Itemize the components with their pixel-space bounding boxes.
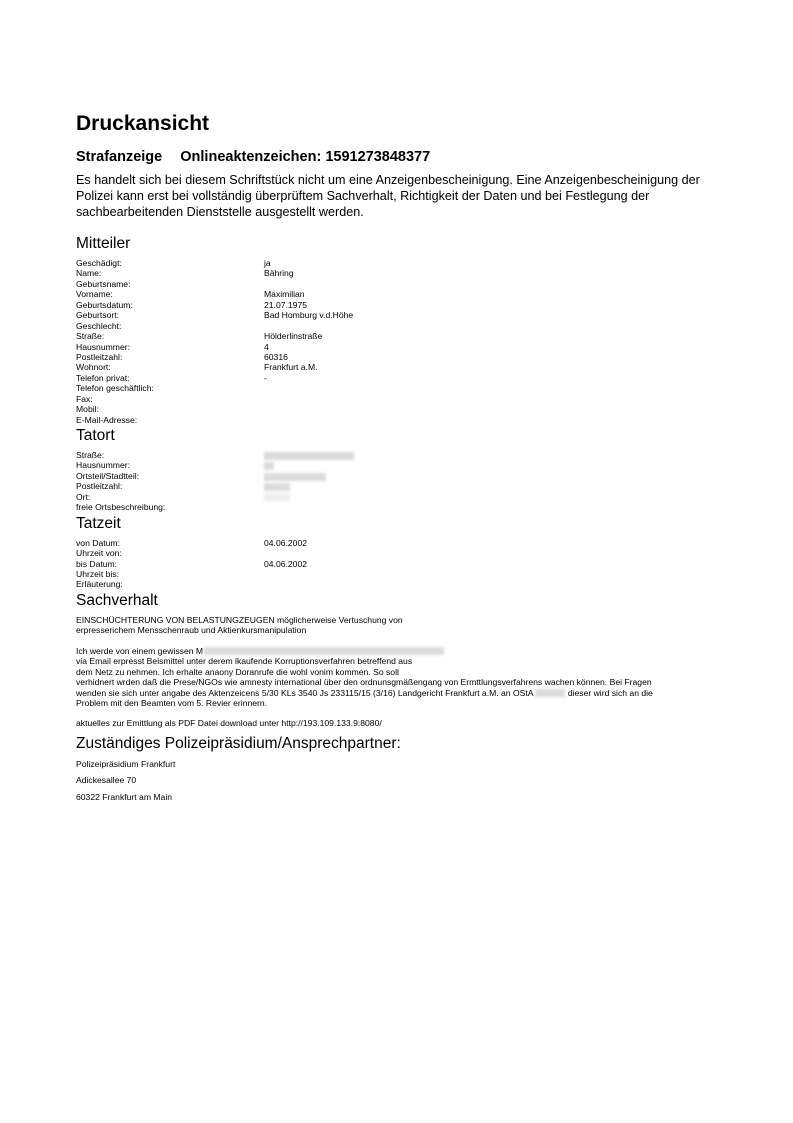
field-row: bis Datum: 04.06.2002	[76, 558, 308, 569]
redacted-value	[204, 647, 444, 655]
field-row: Vorname: Maximilian	[76, 289, 305, 300]
field-row: Uhrzeit von:	[76, 548, 122, 559]
field-row: Telefon geschäftlich:	[76, 383, 154, 394]
field-row: Hausnummer:	[76, 460, 726, 470]
field-row: Ortsteil/Stadtteil:	[76, 471, 726, 481]
field-row: Fax:	[76, 393, 93, 404]
field-row: Postleitzahl: 60316	[76, 351, 288, 362]
police-address	[76, 759, 726, 802]
redacted-value	[535, 689, 565, 697]
field-row: Uhrzeit bis:	[76, 568, 119, 579]
mitteiler-fields	[76, 258, 726, 425]
field-row: E-Mail-Adresse:	[76, 414, 138, 425]
section-title-mitteiler: Mitteiler	[76, 235, 131, 252]
address-line: Adickesallee 70	[76, 775, 137, 786]
field-row: Telefon privat: -	[76, 372, 267, 383]
section-mitteiler	[76, 235, 726, 425]
field-row: Geschlecht:	[76, 320, 122, 331]
online-file-number: 1591273848377	[325, 149, 431, 165]
field-row: Name: Bähring	[76, 268, 294, 279]
section-title-tatzeit: Tatzeit	[76, 514, 121, 532]
sachverhalt-paragraph-2: Ich werde von einem gewissen M via Email erpresst Beismittel unter derem lkaufende Korruptionsverfahren betreffend aus dem Netz zu nehmen. Ich erhalte anaony Doranrufe die wohl vonim kommen. So soll verhidnert wrden daß die Prese/NGOs wie amnesty international über den ordnunsgmäßengang von Ermttlungsverfahrens wachen können. Bei Fragen wenden sie sich unter angabe des Aktenzeicens 5/30 KLs 3540 Js 233115/15 (3/16) Landgericht Frankfurt a.M. an OStA dieser wird sich an die Problem mit den Beamten vom 5. Revier erinnern.	[76, 645, 653, 708]
section-sachverhalt	[76, 592, 726, 729]
field-row: Straße:	[76, 450, 726, 460]
sachverhalt-paragraph-1: EINSCHÜCHTERUNG VON BELASTUNGZEUGEN möglicherweise Vertuschung von erpresserichem Mensschenraub und Aktienkursmanipulation	[76, 614, 403, 636]
field-row: Ort:	[76, 492, 726, 502]
online-file-number-label: Onlineaktenzeichen:	[180, 149, 322, 165]
tatort-fields	[76, 450, 726, 513]
field-row: Hausnummer: 4	[76, 341, 269, 352]
field-row: von Datum: 04.06.2002	[76, 537, 308, 548]
address-line: Polizeipräsidium Frankfurt	[76, 758, 176, 769]
redacted-value	[264, 493, 290, 501]
report-subtitle	[76, 148, 726, 166]
report-type: Strafanzeige	[76, 149, 163, 165]
field-row: Geburtsort: Bad Homburg v.d.Höhe	[76, 310, 354, 321]
field-row: Geschädigt: ja	[76, 258, 271, 268]
field-row: freie Ortsbeschreibung:	[76, 502, 166, 513]
section-title-tatort: Tatort	[76, 427, 115, 444]
section-title-zustaendig: Zuständiges Polizeipräsidium/Ansprechpartner:	[76, 734, 401, 752]
field-row: Erläuterung:	[76, 579, 123, 590]
field-row: Wohnort: Frankfurt a.M.	[76, 362, 318, 373]
section-tatzeit	[76, 515, 726, 590]
section-title-sachverhalt: Sachverhalt	[76, 591, 158, 609]
field-row: Geburtsdatum: 21.07.1975	[76, 299, 308, 310]
field-row: Postleitzahl:	[76, 481, 726, 491]
print-page	[76, 110, 726, 808]
section-tatort	[76, 427, 726, 513]
section-zustaendig	[76, 735, 726, 802]
field-row: Geburtsname:	[76, 278, 131, 289]
sachverhalt-paragraph-3: aktuelles zur Emittlung als PDF Datei download unter http://193.109.133.9:8080/	[76, 718, 382, 729]
address-line: 60322 Frankfurt am Main	[76, 791, 173, 802]
tatzeit-fields	[76, 538, 726, 590]
redacted-value	[264, 483, 290, 491]
disclaimer-text: Es handelt sich bei diesem Schriftstück nicht um eine Anzeigenbescheinigung. Eine Anzeigenbescheinigung der Polizei kann erst bei vollständig überprüftem Sachverhalt, Richtigkeit der Daten und bei Festlegung der sachbearbeitenden Dienststelle ausgestellt werden.	[76, 173, 700, 219]
field-row: Straße: Hölderlinstraße	[76, 331, 323, 342]
page-title: Druckansicht	[76, 112, 210, 135]
redacted-value	[264, 452, 354, 460]
field-row: Mobil:	[76, 404, 99, 415]
redacted-value	[264, 462, 274, 470]
redacted-value	[264, 473, 326, 481]
